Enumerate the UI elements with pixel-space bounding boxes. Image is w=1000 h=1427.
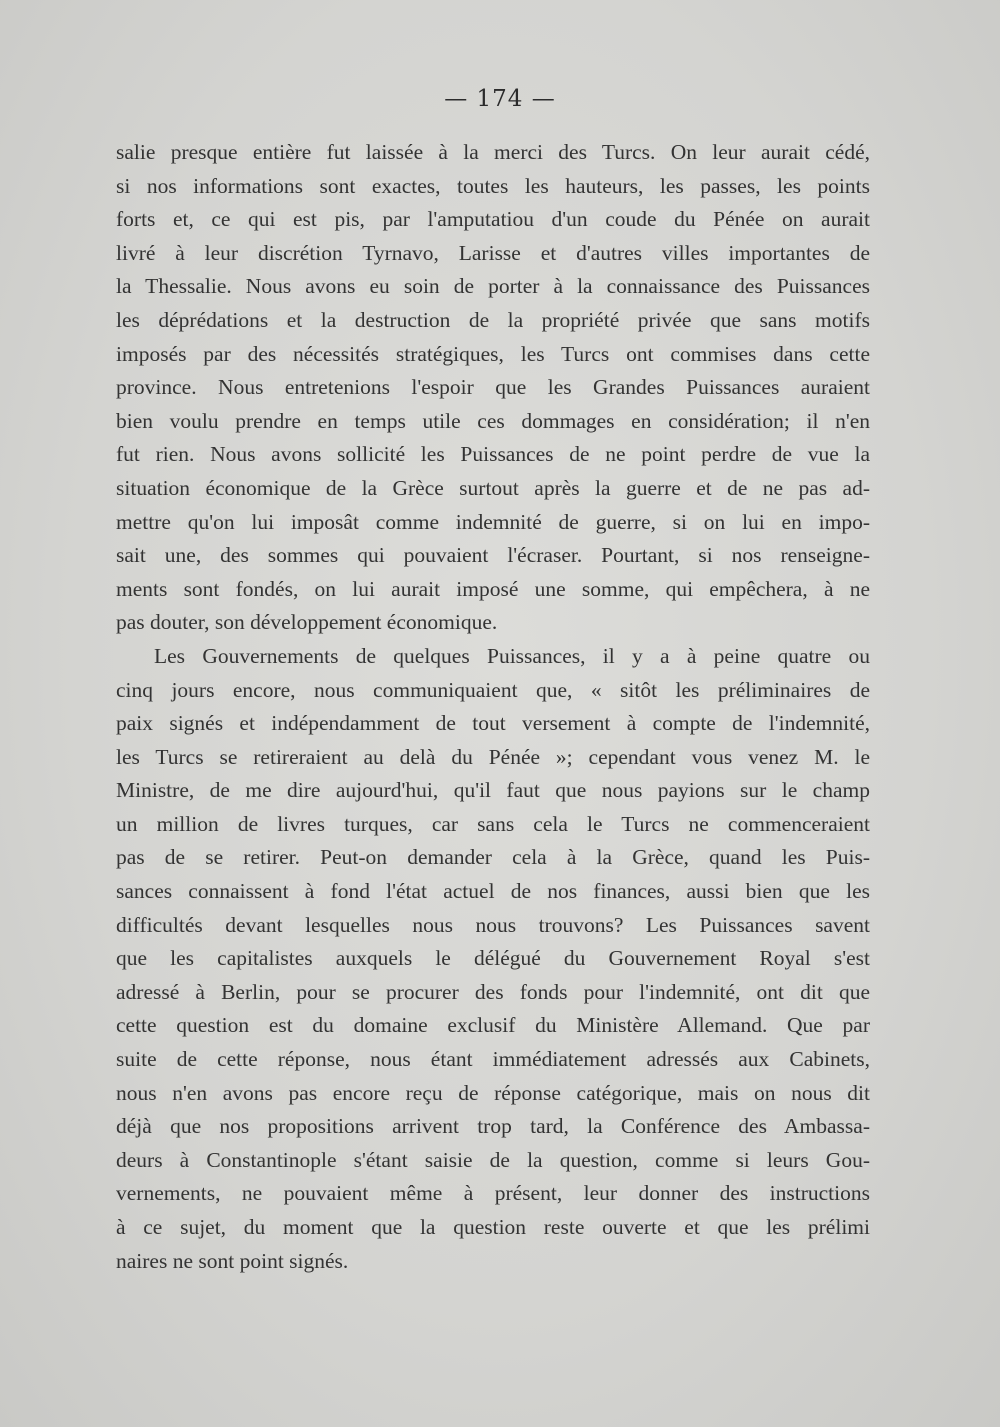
text-line: les déprédations et la destruction de la propriété privée que sans motifs xyxy=(116,307,870,332)
text-line: paix signés et indépendamment de tout versement à compte de l'indemnité, xyxy=(116,711,870,736)
body-text xyxy=(116,136,870,1278)
text-line: bien voulu prendre en temps utile ces dommages en considération; il n'en xyxy=(116,408,870,433)
text-line: que les capitalistes auxquels le délégué du Gouvernement Royal s'est xyxy=(116,946,870,971)
text-line: salie presque entière fut laissée à la merci des Turcs. On leur aurait cédé, xyxy=(116,140,870,164)
text-line: Les Gouvernements de quelques Puissances, il y a à peine quatre ou xyxy=(154,643,870,668)
text-line: un million de livres turques, car sans cela le Turcs ne commenceraient xyxy=(116,811,870,836)
page-number: — 174 — xyxy=(444,86,556,112)
text-line: cette question est du domaine exclusif du Ministère Allemand. Que par xyxy=(116,1013,870,1038)
text-line: livré à leur discrétion Tyrnavo, Larisse et d'autres villes importantes de xyxy=(116,240,870,265)
text-line: imposés par des nécessités stratégiques, les Turcs ont commises dans cette xyxy=(116,341,870,366)
text-line: pas douter, son développement économique. xyxy=(116,610,498,635)
text-line: fut rien. Nous avons sollicité les Puissances de ne point perdre de vue la xyxy=(116,442,870,467)
paragraph xyxy=(116,640,870,1278)
paragraph xyxy=(116,136,870,640)
text-line: vernements, ne pouvaient même à présent, leur donner des instructions xyxy=(116,1181,870,1206)
text-line: naires ne sont point signés. xyxy=(116,1248,349,1273)
text-line: sances connaissent à fond l'état actuel de nos finances, aussi bien que les xyxy=(116,879,870,904)
text-line: deurs à Constantinople s'étant saisie de la question, comme si leurs Gou- xyxy=(116,1147,870,1172)
text-line: sait une, des sommes qui pouvaient l'écraser. Pourtant, si nos renseigne- xyxy=(116,543,870,568)
text-line: adressé à Berlin, pour se procurer des fonds pour l'indemnité, ont dit que xyxy=(116,979,870,1004)
text-line: forts et, ce qui est pis, par l'amputatiou d'un coude du Pénée on aurait xyxy=(116,207,870,232)
text-line: ments sont fondés, on lui aurait imposé une somme, qui empêchera, à ne xyxy=(116,576,870,601)
text-line: nous n'en avons pas encore reçu de réponse catégorique, mais on nous dit xyxy=(116,1080,870,1105)
text-line: pas de se retirer. Peut-on demander cela à la Grèce, quand les Puis- xyxy=(116,845,870,870)
text-line: déjà que nos propositions arrivent trop tard, la Conférence des Ambassa- xyxy=(116,1114,870,1139)
text-line: cinq jours encore, nous communiquaient que, « sitôt les préliminaires de xyxy=(116,677,870,702)
text-line: province. Nous entretenions l'espoir que les Grandes Puissances auraient xyxy=(116,375,870,400)
text-line: la Thessalie. Nous avons eu soin de porter à la connaissance des Puissances xyxy=(116,274,870,299)
text-line: les Turcs se retireraient au delà du Pénée »; cependant vous venez M. le xyxy=(116,744,870,769)
text-line: à ce sujet, du moment que la question reste ouverte et que les prélimi xyxy=(116,1215,870,1239)
text-line: difficultés devant lesquelles nous nous trouvons? Les Puissances savent xyxy=(116,912,870,937)
text-line: situation économique de la Grèce surtout après la guerre et de ne pas ad- xyxy=(116,475,870,500)
text-line: suite de cette réponse, nous étant immédiatement adressés aux Cabinets, xyxy=(116,1047,870,1072)
text-line: mettre qu'on lui imposât comme indemnité de guerre, si on lui en impo- xyxy=(116,509,870,534)
text-line: Ministre, de me dire aujourd'hui, qu'il faut que nous payions sur le champ xyxy=(116,778,870,803)
text-line: si nos informations sont exactes, toutes les hauteurs, les passes, les points xyxy=(116,173,870,198)
